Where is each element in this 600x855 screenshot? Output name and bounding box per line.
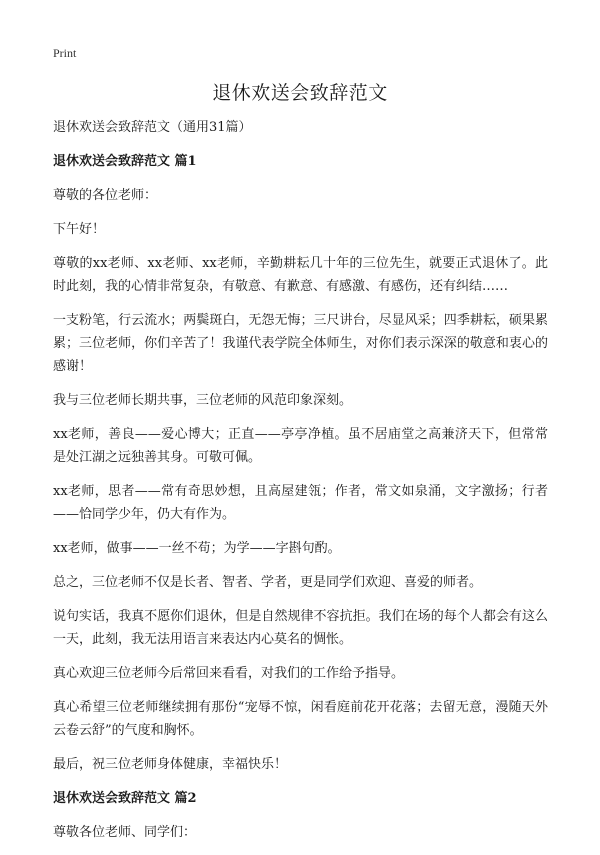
- paragraph: 真心欢迎三位老师今后常回来看看，对我们的工作给予指导。: [53, 666, 405, 681]
- paragraph: 一支粉笔，行云流水；两鬓斑白，无怨无悔；三尺讲台，尽显风采；四季耕耘，硕果累累；三位老师，你们辛苦了！我谨代表学院全体师生，对你们表示深深的敬意和衷心的感谢！: [53, 313, 548, 374]
- page-title: 退休欢送会致辞范文: [212, 82, 388, 104]
- paragraph: 尊敬的各位老师：: [53, 188, 158, 203]
- document-body: [53, 116, 548, 855]
- paragraph: xx老师，善良——爱心博大；正直——亭亭净植。虽不居庙堂之高兼济天下，但常常是处江湖之远独善其身。可敬可佩。: [53, 427, 548, 465]
- paragraph: 我与三位老师长期共事，三位老师的风范印象深刻。: [53, 393, 353, 408]
- paragraph: 尊敬的xx老师、xx老师、xx老师，辛勤耕耘几十年的三位先生，就要正式退休了。此时此刻，我的心情非常复杂，有敬意、有歉意、有感激、有感伤，还有纠结……: [53, 256, 548, 294]
- document-subtitle: 退休欢送会致辞范文（通用31篇）: [53, 120, 252, 135]
- paragraph: xx老师，做事——一丝不苟；为学——字斟句酌。: [53, 541, 341, 556]
- paragraph: 总之，三位老师不仅是长者、智者、学者，更是同学们欢迎、喜爱的师者。: [53, 575, 483, 590]
- paragraph: 下午好！: [53, 222, 106, 237]
- paragraph: 最后，祝三位老师身体健康，幸福快乐！: [53, 757, 288, 772]
- paragraph: 真心希望三位老师继续拥有那份“宠辱不惊，闲看庭前花开花落；去留无意，漫随天外云卷云舒”的气度和胸怀。: [53, 700, 548, 738]
- paragraph: 尊敬各位老师、同学们：: [53, 825, 197, 840]
- paragraph: xx老师，思者——常有奇思妙想，且高屋建瓴；作者，常文如泉涌，文字激扬；行者——恰同学少年，仍大有作为。: [53, 484, 548, 522]
- print-link[interactable]: Print: [53, 46, 77, 60]
- section-heading-1: 退休欢送会致辞范文 篇1: [53, 154, 197, 169]
- paragraph: 说句实话，我真不愿你们退休，但是自然规律不容抗拒。我们在场的每个人都会有这么一天，此刻，我无法用语言来表达内心莫名的惆怅。: [53, 609, 548, 647]
- section-heading-2: 退休欢送会致辞范文 篇2: [53, 791, 197, 806]
